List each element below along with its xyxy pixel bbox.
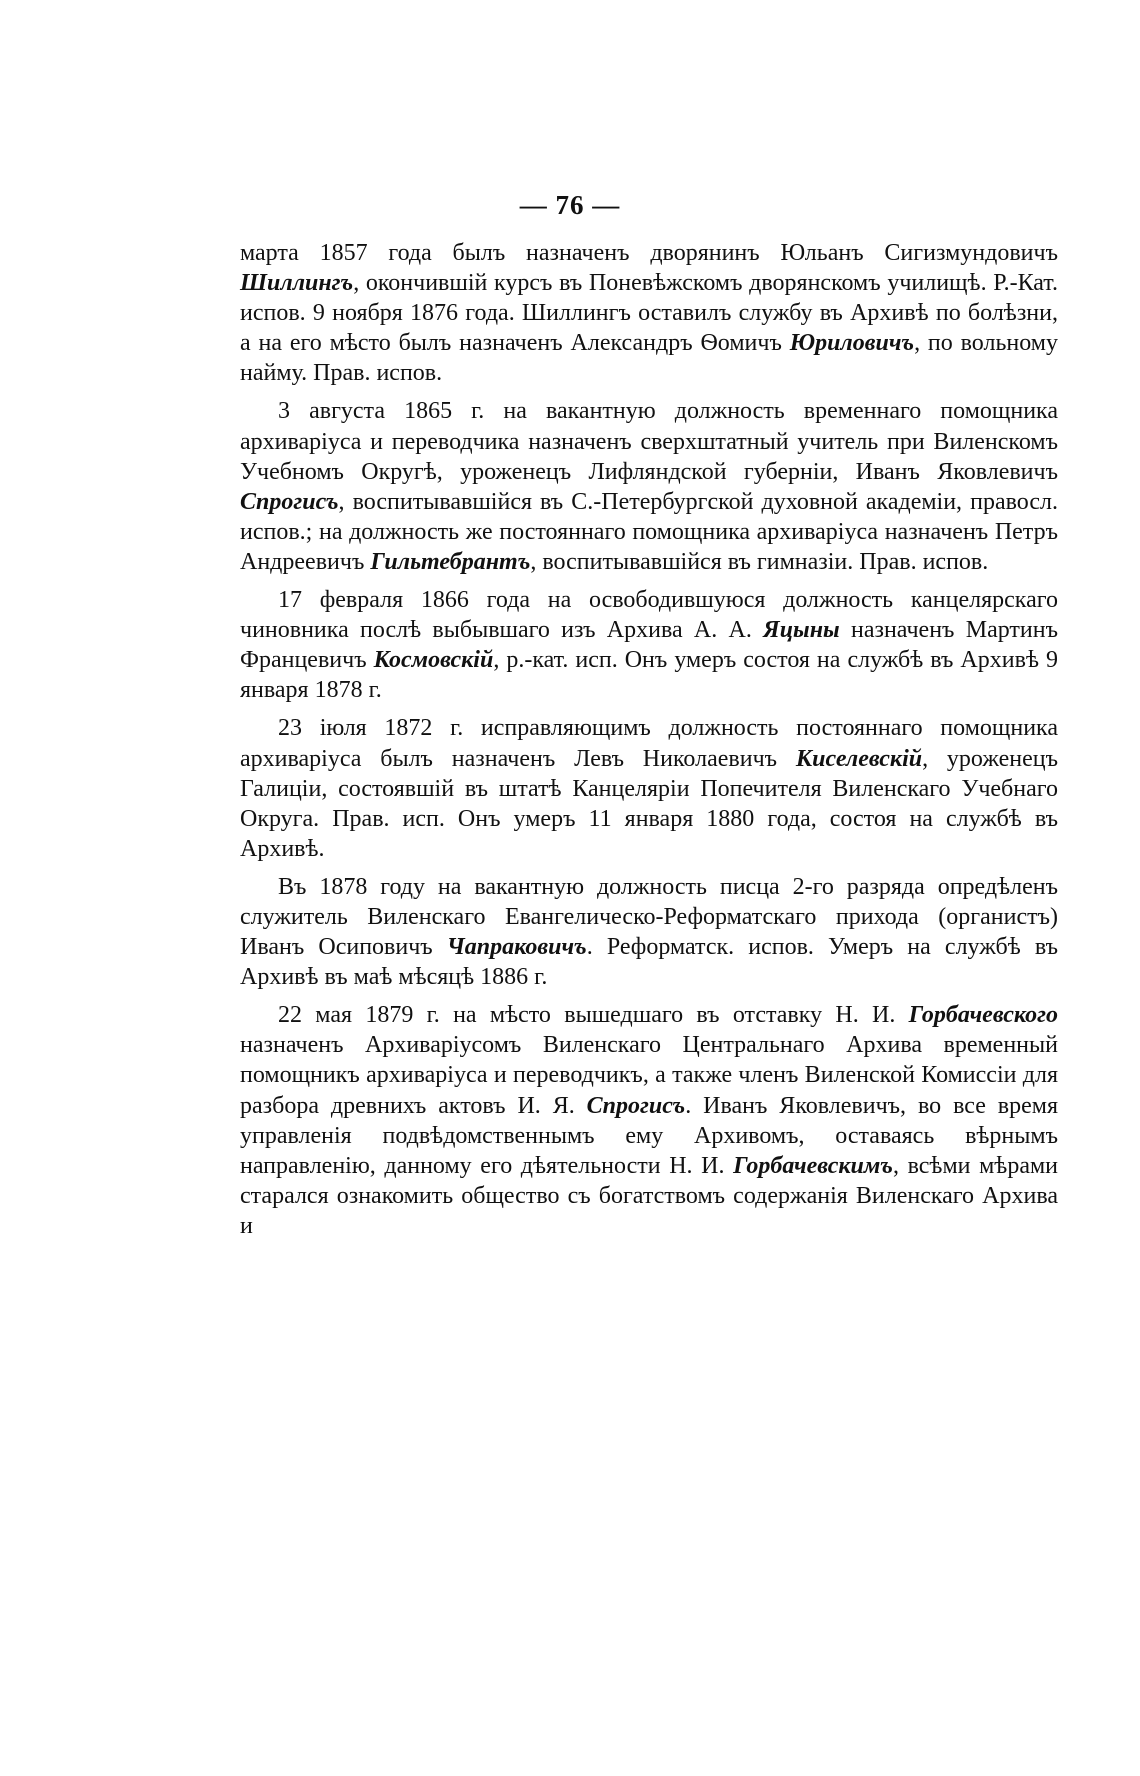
italic-name: Горбачевского <box>908 1002 1058 1029</box>
text-segment: , окончившій курсъ въ Поневѣжскомъ дворянскомъ училищѣ. Р.-Кат. испов. 9 ноября 1876 года. Шиллингъ оставилъ службу въ Архивѣ по болѣзни, а на его мѣсто былъ назначенъ Александръ Ѳомичъ <box>240 270 1058 357</box>
paragraph-5 <box>240 872 1058 992</box>
text-segment: . Реформатск. испов. Умеръ на службѣ въ Архивѣ въ маѣ мѣсяцѣ 1886 г. <box>240 934 1058 991</box>
text-segment: 23 іюля 1872 г. исправляющимъ должность постояннаго помощника архиваріуса былъ назначенъ Левъ Николаевичъ <box>240 715 1058 772</box>
italic-name: Гильтебрантъ <box>370 548 531 575</box>
text-segment: , по вольному найму. Прав. испов. <box>240 330 1058 387</box>
page-number: — 76 — <box>519 190 621 220</box>
italic-name: Юриловичъ <box>789 330 915 357</box>
paragraph-6 <box>240 1000 1058 1241</box>
italic-name: Спрогисъ <box>240 488 339 515</box>
italic-name: Чапраковичъ <box>446 934 587 961</box>
text-segment: 3 августа 1865 г. на вакантную должность временнаго помощника архиваріуса и переводчика назначенъ сверхштатный учитель при Виленскомъ Учебномъ Округѣ, уроженецъ Лифляндской губерніи, Иванъ Яковлевичъ <box>240 398 1058 485</box>
text-segment: Въ 1878 году на вакантную должность писца 2-го разряда опредѣленъ служитель Виленскаго Евангелическо-Реформатскаго прихода (органистъ) Иванъ Осиповичъ <box>240 873 1058 961</box>
italic-name: Яцыны <box>763 617 840 644</box>
text-segment: . Иванъ Яковлевичъ, во все время управленія подвѣдомственнымъ ему Архивомъ, оставаясь вѣрнымъ направленію, данному его дѣятельности Н. И. <box>240 1092 1059 1179</box>
paragraph-3 <box>240 585 1058 705</box>
text-segment: , воспитывавшійся въ гимназіи. Прав. испов. <box>530 548 989 575</box>
text-segment: марта 1857 года былъ назначенъ дворянинъ Юльанъ Сигизмундовичъ <box>240 240 1058 266</box>
italic-name: Шиллингъ <box>240 270 354 297</box>
text-segment: , всѣми мѣрами старался ознакомить общество съ богатствомъ содержанія Виленскаго Архива и <box>240 1152 1059 1239</box>
paragraph-1 <box>240 238 1058 388</box>
italic-name: Спрогисъ <box>586 1092 686 1119</box>
italic-name: Космовскій <box>373 647 494 674</box>
italic-name: Горбачевскимъ <box>733 1152 893 1179</box>
text-segment: , воспитывавшійся въ С.-Петербургской духовной академіи, правосл. испов.; на должность же постояннаго помощника архиваріуса назначенъ Петръ Андреевичъ <box>240 488 1058 575</box>
text-segment: , р.-кат. исп. Онъ умеръ состоя на службѣ въ Архивѣ 9 января 1878 г. <box>240 647 1058 704</box>
body-text <box>240 238 1058 1241</box>
text-segment: назначенъ Архиваріусомъ Виленскаго Центральнаго Архива временный помощникъ архиваріуса и переводчикъ, а также членъ Виленской Комиссіи для разбора древнихъ актовъ И. Я. <box>240 1032 1058 1119</box>
text-segment: назначенъ Мартинъ Францевичъ <box>240 617 1059 674</box>
text-segment: 17 февраля 1866 года на освободившуюся должность канцелярскаго чиновника послѣ выбывшаго изъ Архива А. А. <box>240 587 1058 644</box>
italic-name: Киселевскій <box>795 745 923 772</box>
paragraph-4 <box>240 713 1058 863</box>
text-segment: 22 мая 1879 г. на мѣсто вышедшаго въ отставку Н. И. <box>278 1002 909 1029</box>
text-segment: , уроженецъ Галиціи, состоявшій въ штатѣ Канцеляріи Попечителя Виленскаго Учебнаго Округа. Прав. исп. Онъ умеръ 11 января 1880 года, состоя на службѣ въ Архивѣ. <box>240 745 1058 862</box>
paragraph-2 <box>240 396 1058 577</box>
